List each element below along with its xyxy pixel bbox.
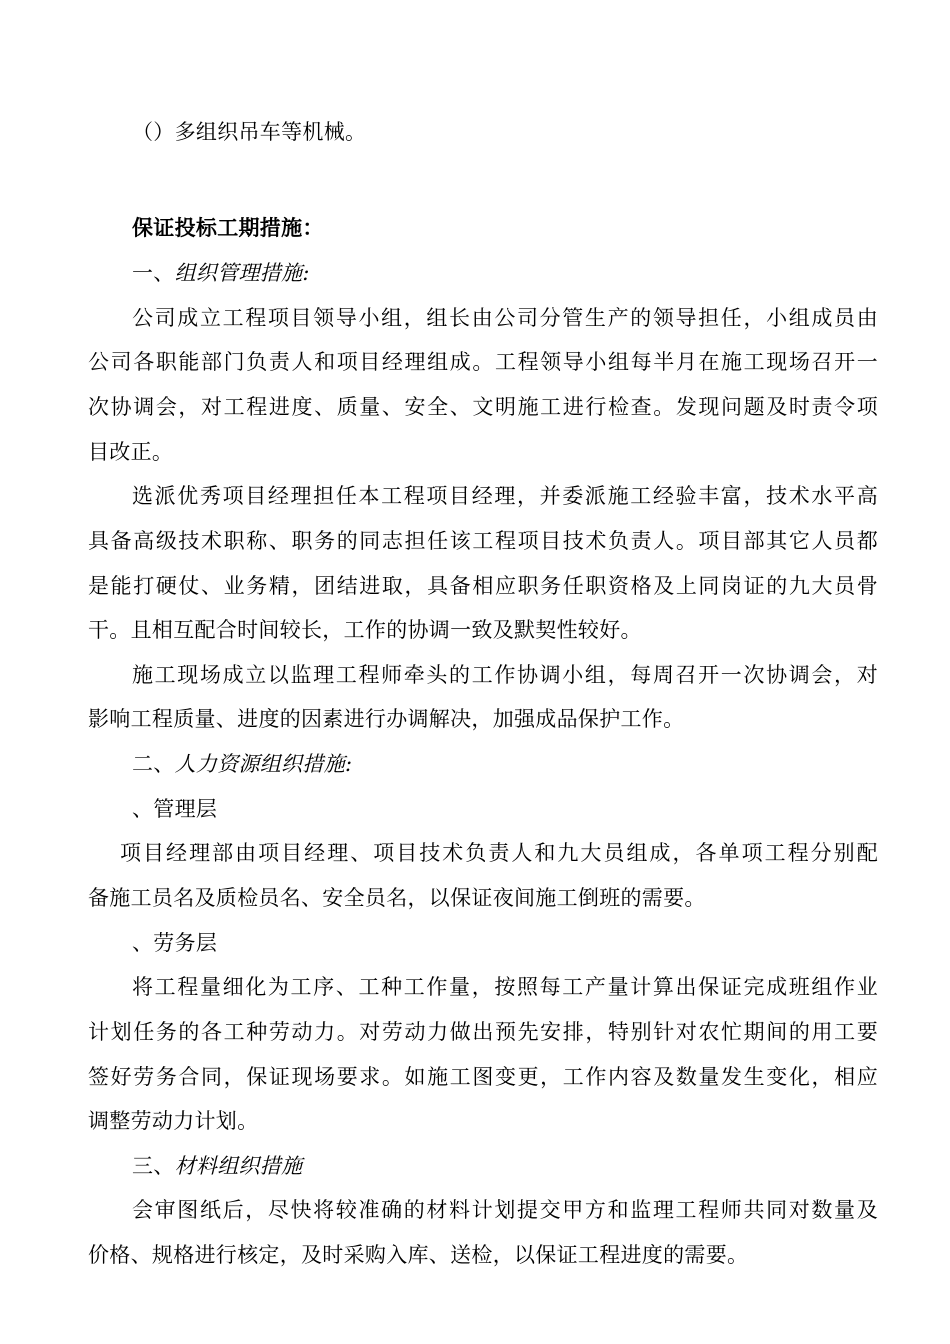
section-heading-schedule-measures: 保证投标工期措施： xyxy=(132,215,324,240)
paragraph-line: 公司成立工程项目领导小组，组长由公司分管生产的领导担任，小组成员由 xyxy=(132,306,878,330)
paragraph-line: 目改正。 xyxy=(88,440,174,464)
paragraph-line: 签好劳务合同，保证现场要求。如施工图变更，工作内容及数量发生变化，相应 xyxy=(88,1065,878,1089)
subheading-number: 二、 xyxy=(132,752,175,776)
subheading-organization-management xyxy=(132,258,878,288)
subheading-title: 材料组织措施 xyxy=(174,1154,303,1178)
paragraph-line: 施工现场成立以监理工程师牵头的工作协调小组，每周召开一次协调会，对 xyxy=(132,663,878,687)
subheading-number: 三、 xyxy=(132,1154,175,1178)
paragraph-line: 将工程量细化为工序、工种工作量，按照每工产量计算出保证完成班组作业 xyxy=(132,975,878,999)
paragraph-line: 会审图纸后，尽快将较准确的材料计划提交甲方和监理工程师共同对数量及 xyxy=(132,1198,878,1222)
paragraph-line: 是能打硬仗、业务精，团结进取，具备相应职务任职资格及上同岗证的九大员骨 xyxy=(88,574,878,598)
subheading-materials xyxy=(132,1151,878,1181)
paragraph-line: 备施工员名及质检员名、安全员名，以保证夜间施工倒班的需要。 xyxy=(88,886,706,910)
paragraph-line: 调整劳动力计划。 xyxy=(88,1109,259,1133)
paragraph-line: 干。且相互配合时间较长，工作的协调一致及默契性较好。 xyxy=(88,618,642,642)
paragraph-line: 公司各职能部门负责人和项目经理组成。工程领导小组每半月在施工现场召开一 xyxy=(88,350,878,374)
paragraph-line: 计划任务的各工种劳动力。对劳动力做出预先安排，特别针对农忙期间的用工要 xyxy=(88,1020,878,1044)
subheading-title: 组织管理措施: xyxy=(174,261,310,285)
paragraph-line: 次协调会，对工程进度、质量、安全、文明施工进行检查。发现问题及时责令项 xyxy=(88,395,878,419)
paragraph-line: 影响工程质量、进度的因素进行办调解决，加强成品保护工作。 xyxy=(88,707,685,731)
paragraph-line: 项目经理部由项目经理、项目技术负责人和九大员组成，各单项工程分别配 xyxy=(120,841,878,865)
paragraph-line: 价格、规格进行核定，及时采购入库、送检，以保证工程进度的需要。 xyxy=(88,1243,749,1267)
item-management-layer: 、管理层 xyxy=(132,797,218,821)
subheading-title: 人力资源组织措施: xyxy=(174,752,353,776)
paragraph-line: 具备高级技术职称、职务的同志担任该工程项目技术负责人。项目部其它人员都 xyxy=(88,529,878,553)
item-labor-layer: 、劳务层 xyxy=(132,931,218,955)
paragraph-machinery: （）多组织吊车等机械。 xyxy=(132,120,367,144)
subheading-human-resources xyxy=(132,749,878,779)
subheading-number: 一、 xyxy=(132,261,175,285)
paragraph-line: 选派优秀项目经理担任本工程项目经理，并委派施工经验丰富，技术水平高 xyxy=(132,484,878,508)
